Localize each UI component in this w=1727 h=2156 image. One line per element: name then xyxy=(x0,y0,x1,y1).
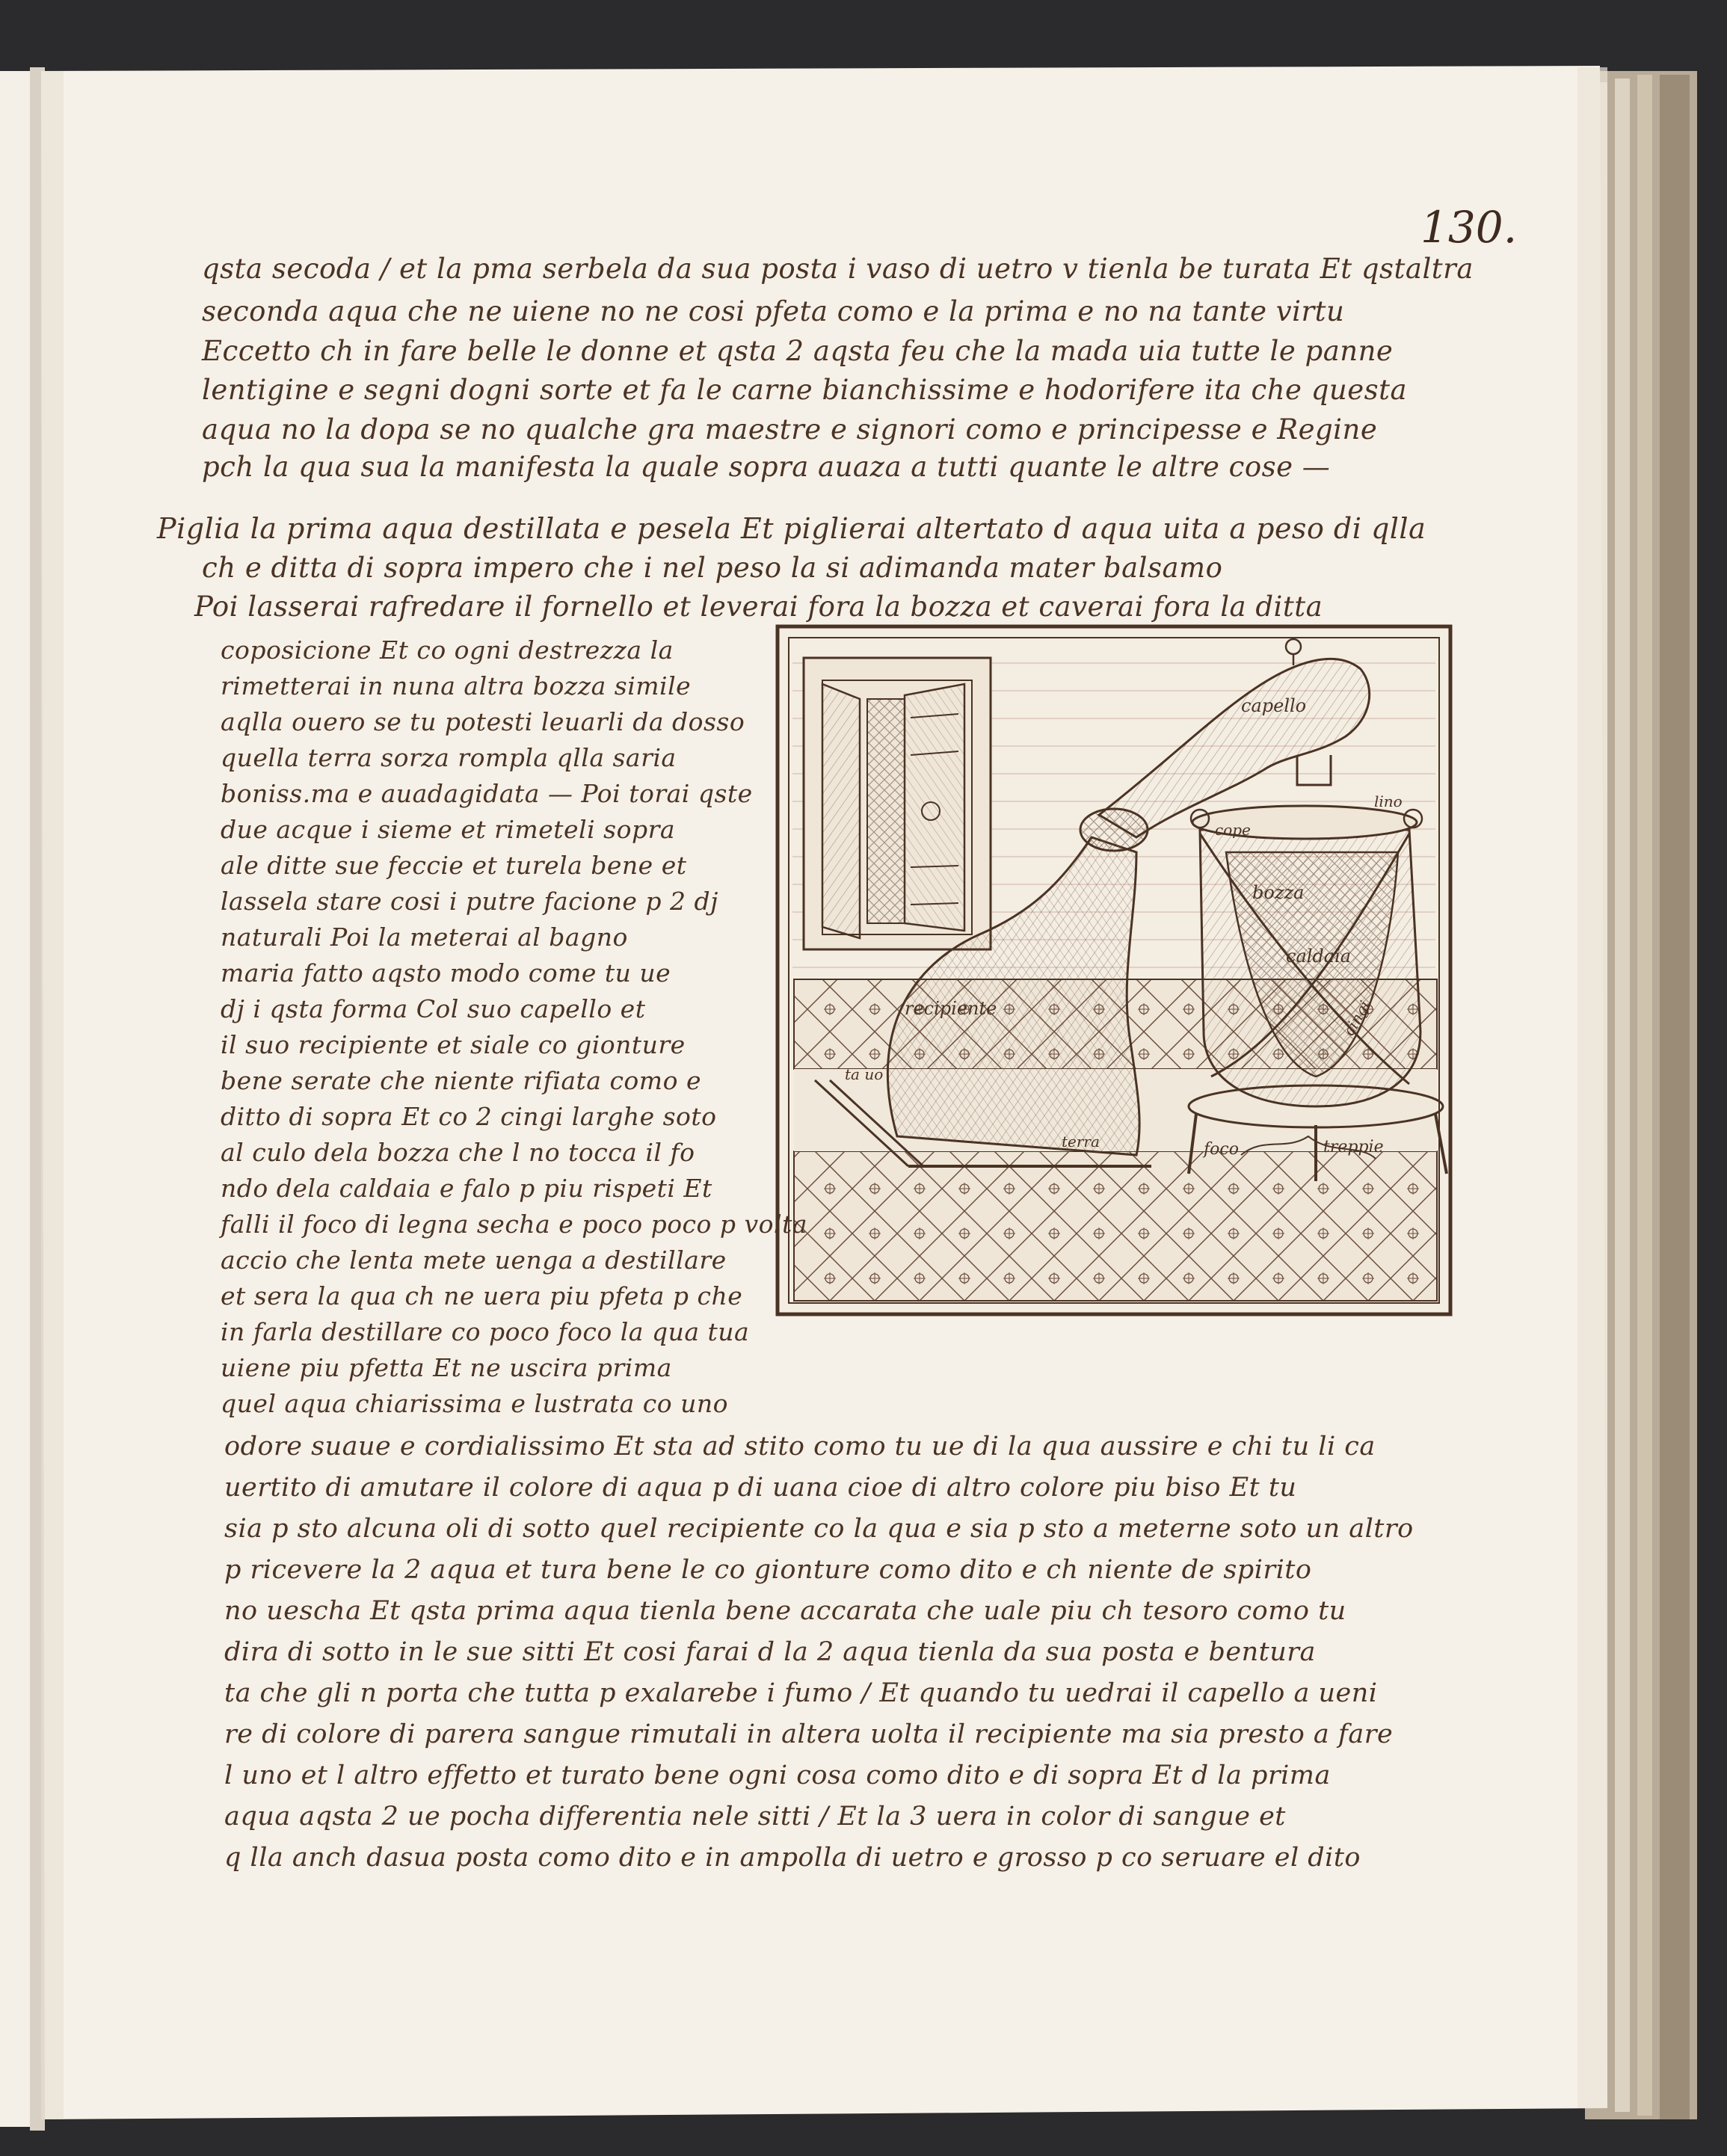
text-line: aqua aqsta 2 ue pocha differentia nele sitti / Et la 3 uera in color di sangue et xyxy=(224,1802,1286,1832)
text-line: in farla destillare co poco foco la qua tua xyxy=(221,1317,750,1346)
text-line: pch la qua sua la manifesta la quale sopra auaza a tutti quante le altre cose — xyxy=(202,451,1331,483)
label-capello: capello xyxy=(1241,695,1307,716)
text-line: naturali Poi la meterai al bagno xyxy=(221,923,628,952)
text-line: il suo recipiente et siale co gionture xyxy=(221,1030,686,1059)
text-line: ta che gli n porta che tutta p exalarebe i fumo / Et quando tu uedrai il capello a ueni xyxy=(224,1678,1378,1708)
text-line: coposicione Et co ogni destrezza la xyxy=(221,635,674,665)
text-line: accio che lenta mete uenga a destillare xyxy=(221,1245,727,1275)
text-line: bene serate che niente rifiata como e xyxy=(221,1066,701,1095)
label-cingi: cingi xyxy=(1340,997,1374,1039)
text-line: aqlla ouero se tu potesti leuarli da dosso xyxy=(221,707,745,736)
text-line: lassela stare cosi i putre facione p 2 dj xyxy=(221,887,718,916)
text-line: quel aqua chiarissima e lustrata co uno xyxy=(221,1389,728,1418)
label-cope: cope xyxy=(1215,821,1251,839)
label-caldaia: caldaia xyxy=(1286,946,1352,967)
label-tauolo: ta uo xyxy=(845,1065,884,1083)
text-line: uertito di amutare il colore di aqua p di uana cioe di altro colore piu biso Et tu xyxy=(224,1473,1297,1503)
label-recipiente: recipiente xyxy=(905,998,997,1019)
text-line: et sera la qua ch ne uera piu pfeta p che xyxy=(221,1281,743,1310)
text-line: Eccetto ch in fare belle le donne et qsta 2 aqsta feu che la mada uia tutte le panne xyxy=(202,335,1394,367)
text-line: quella terra sorza rompla qlla saria xyxy=(221,743,677,772)
text-line: Poi lasserai rafredare il fornello et leverai fora la bozza et caverai fora la ditta xyxy=(194,591,1323,623)
label-lino: lino xyxy=(1374,792,1403,810)
text-line: dj i qsta forma Col suo capello et xyxy=(221,994,646,1023)
text-line: boniss.ma e auadagidata — Poi torai qste xyxy=(221,779,753,808)
text-line: ch e ditta di sopra impero che i nel peso la si adimanda mater balsamo xyxy=(202,552,1223,584)
text-line: falli il foco di legna secha e poco poco p volta xyxy=(221,1210,808,1239)
text-line: q lla anch dasua posta como dito e in ampolla di uetro e grosso p co seruare el dito xyxy=(224,1843,1361,1873)
text-line: Piglia la prima aqua destillata e pesela Et piglierai altertato d aqua uita a peso di qlla xyxy=(157,512,1426,545)
folio-number: 130. xyxy=(1420,202,1518,253)
text-line: ditto di sopra Et co 2 cingi larghe soto xyxy=(221,1102,717,1131)
cabinet-door-drawing xyxy=(804,658,991,949)
text-line: sia p sto alcuna oli di sotto quel recipiente co la qua e sia p sto a meterne soto un altro xyxy=(224,1514,1414,1544)
text-line: no uescha Et qsta prima aqua tienla bene accarata che uale piu ch tesoro como tu xyxy=(224,1596,1346,1626)
text-line: al culo dela bozza che l no tocca il fo xyxy=(221,1138,695,1167)
text-line: qsta secoda / et la pma serbela da sua posta i vaso di uetro v tienla be turata Et qstaltra xyxy=(202,253,1474,285)
label-treppie: treppie xyxy=(1323,1138,1384,1156)
text-line: lentigine e segni dogni sorte et fa le carne bianchissime e hodorifere ita che questa xyxy=(202,374,1408,406)
label-bozza: bozza xyxy=(1252,882,1305,903)
text-line: uiene piu pfetta Et ne uscira prima xyxy=(221,1353,672,1382)
text-line: re di colore di parera sangue rimutali in altera uolta il recipiente ma sia presto a fare xyxy=(224,1719,1394,1749)
text-line: odore suaue e cordialissimo Et sta ad stito como tu ue di la qua aussire e chi tu li ca xyxy=(224,1432,1376,1462)
text-line: rimetterai in nuna altra bozza simile xyxy=(221,671,692,700)
text-line: due acque i sieme et rimeteli sopra xyxy=(221,815,676,844)
distillation-illustration xyxy=(778,626,1450,1314)
text-line: aqua no la dopa se no qualche gra maestre e signori como e principesse e Regine xyxy=(202,413,1378,446)
text-line: p ricevere la 2 aqua et tura bene le co gionture como dito e ch niente de spirito xyxy=(224,1555,1312,1585)
label-terra: terra xyxy=(1062,1133,1100,1151)
text-line: ndo dela caldaia e falo p piu rispeti Et xyxy=(221,1174,712,1203)
text-line: dira di sotto in le sue sitti Et cosi farai d la 2 aqua tienla da sua posta e bentura xyxy=(224,1637,1316,1667)
text-line: l uno et l altro effetto et turato bene ogni cosa como dito e di sopra Et d la prima xyxy=(224,1761,1331,1790)
text-line: maria fatto aqsto modo come tu ue xyxy=(221,958,671,988)
text-line: ale ditte sue feccie et turela bene et xyxy=(221,851,687,880)
label-foco: foco xyxy=(1204,1140,1239,1159)
text-line: seconda aqua che ne uiene no ne cosi pfeta como e la prima e no na tante virtu xyxy=(202,295,1345,327)
